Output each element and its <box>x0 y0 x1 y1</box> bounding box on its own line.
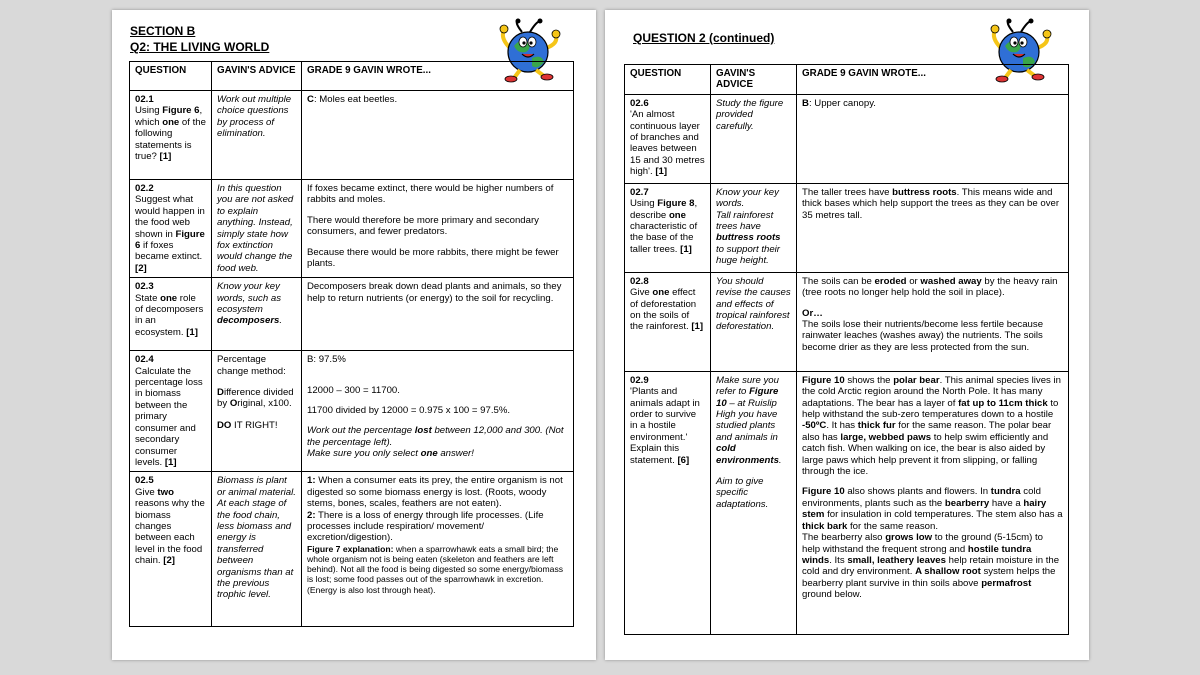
answer-cell: 1: When a consumer eats its prey, the entire organism is not digested so some biomass energy is lost. (Roots, woody stems, bones, scales, feathers are not eaten). 2: There is a loss of energy through life processes. (Life processes include respiration/ movement/ excretion/digestion). Figure 7 explanation: when a sparrowhawk eats a small bird; the whole organism not is being eaten (skeleton and feathers are left behind). Not all the food is being digested so some energy/biomass is lost; some food passes out of the sparrowhawk in excretion. (Energy is also lost through heat). <box>302 472 574 627</box>
question-cell: 02.4 Calculate the percentage loss in biomass between the primary consumer and secondary consumer levels. [1] <box>130 351 212 472</box>
table-row <box>130 278 574 351</box>
question-cell: 02.8 Give one effect of deforestation on the soils of the rainforest. [1] <box>625 272 711 371</box>
answer-cell: The taller trees have buttress roots. This means wide and thick bases which help support the trees as they can be over 35 metres tall. <box>797 183 1069 272</box>
answer-cell: B: Upper canopy. <box>797 94 1069 183</box>
question-number: 02.3 <box>135 281 154 293</box>
question-number: 02.7 <box>630 186 649 198</box>
advice-cell: Percentage change method: Difference divided by Original, x100. DO IT RIGHT! <box>212 351 302 472</box>
worksheet-page-right <box>605 10 1089 660</box>
question-cell: 02.9 'Plants and animals adapt in order to survive in a hostile environment.' Explain this statement. [6] <box>625 371 711 634</box>
advice-cell: You should revise the causes and effects of tropical rainforest deforestation. <box>711 272 797 371</box>
question-cell: 02.2 Suggest what would happen in the food web shown in Figure 6 if foxes became extinct. [2] <box>130 180 212 278</box>
advice-cell: In this question you are not asked to explain anything. Instead, simply state how fox extinction would change the food web. <box>212 180 302 278</box>
advice-cell: Work out multiple choice questions by process of elimination. <box>212 91 302 180</box>
question-cell: 02.5 Give two reasons why the biomass changes between each level in the food chain. [2] <box>130 472 212 627</box>
answer-table-right <box>624 64 1069 635</box>
answer-cell: Figure 10 shows the polar bear. This animal species lives in the cold Arctic region around the North Pole. It has many adaptations. The bear has a layer of fat up to 11cm thick to help withstand the sub-zero temperatures down to a hostile -50ºC. It has thick fur for the same reason. The polar bear also has large, webbed paws to help swim efficiently and catch fish. When walking on ice, the bear is also aided by large paws which help prevent it from slipping, or falling through the ice. Figure 10 also shows plants and flowers. In tundra cold environments, plants such as the bearberry have a hairy stem for insulation in cold temperatures. The stem also has a thick bark for the same reason. The bearberry also grows low to the ground (5-15cm) to help withstand the frequent strong and hostile tundra winds. Its small, leathery leaves help retain moisture in the cold and dry environment. A shallow root system helps the bearberry plant survive in thin soils above permafrost ground below. <box>797 371 1069 634</box>
answer-table-left <box>129 61 574 627</box>
table-row <box>625 371 1069 634</box>
header-answer: GRADE 9 GAVIN WROTE... <box>797 65 1069 95</box>
advice-cell: Make sure you refer to Figure 10 – at Ruislip High you have studied plants and animals in cold environments. Aim to give specific adaptations. <box>711 371 797 634</box>
answer-cell: C: Moles eat beetles. <box>302 91 574 180</box>
question-cell: 02.1 Using Figure 6, which one of the following statements is true? [1] <box>130 91 212 180</box>
advice-cell: Know your key words, such as ecosystem decomposers. <box>212 278 302 351</box>
table-header-row <box>130 62 574 91</box>
question-number: 02.2 <box>135 183 154 194</box>
table-row <box>130 472 574 627</box>
table-row <box>625 272 1069 371</box>
question-cell: 02.7 Using Figure 8, describe one characteristic of the base of the taller trees. [1] <box>625 183 711 272</box>
header-advice: GAVIN'S ADVICE <box>212 62 302 91</box>
advice-cell: Study the figure provided carefully. <box>711 94 797 183</box>
header-question: QUESTION <box>130 62 212 91</box>
section-heading: SECTION B <box>130 24 196 38</box>
question-number: 02.9 <box>630 374 649 386</box>
table-row <box>130 91 574 180</box>
question-number: 02.1 <box>135 94 154 105</box>
table-row <box>625 183 1069 272</box>
table-row <box>130 351 574 472</box>
question-number: 02.5 <box>135 475 154 487</box>
header-question: QUESTION <box>625 65 711 95</box>
question-cell: 02.6 'An almost continuous layer of branches and leaves between 15 and 30 metres high'. [1] <box>625 94 711 183</box>
answer-cell: If foxes became extinct, there would be higher numbers of rabbits and moles. There would therefore be more primary and secondary consumers, and fewer predators. Because there would be more rabbits, there might be fewer plants. <box>302 180 574 278</box>
table-header-row <box>625 65 1069 95</box>
advice-cell: Biomass is plant or animal material. At each stage of the food chain, less biomass and energy is transferred between organisms than at the previous trophic level. <box>212 472 302 627</box>
question-title: Q2: THE LIVING WORLD <box>130 40 270 54</box>
question-number: 02.4 <box>135 354 154 366</box>
advice-cell: Know your key words. Tall rainforest trees have buttress roots to support their huge height. <box>711 183 797 272</box>
answer-cell: The soils can be eroded or washed away by the heavy rain (tree roots no longer help hold the soil in place). Or… The soils lose their nutrients/become less fertile because rainwater leaches (washes away) the nutrients. The soils become drier as they are less protected from the sun. <box>797 272 1069 371</box>
header-answer: GRADE 9 GAVIN WROTE... <box>302 62 574 91</box>
continued-title: QUESTION 2 (continued) <box>633 31 775 45</box>
table-row <box>130 180 574 278</box>
answer-cell: Decomposers break down dead plants and animals, so they help to return nutrients (or energy) to the soil for recycling. <box>302 278 574 351</box>
table-row <box>625 94 1069 183</box>
worksheet-page-left <box>112 10 596 660</box>
answer-cell: B: 97.5% 12000 – 300 = 11700. 11700 divided by 12000 = 0.975 x 100 = 97.5%. Work out the percentage lost between 12,000 and 300. (Not the percentage left). Make sure you only select one answer! <box>302 351 574 472</box>
question-cell: 02.3 State one role of decomposers in an ecosystem. [1] <box>130 278 212 351</box>
header-advice: GAVIN'S ADVICE <box>711 65 797 95</box>
question-number: 02.8 <box>630 275 649 287</box>
question-number: 02.6 <box>630 97 649 109</box>
